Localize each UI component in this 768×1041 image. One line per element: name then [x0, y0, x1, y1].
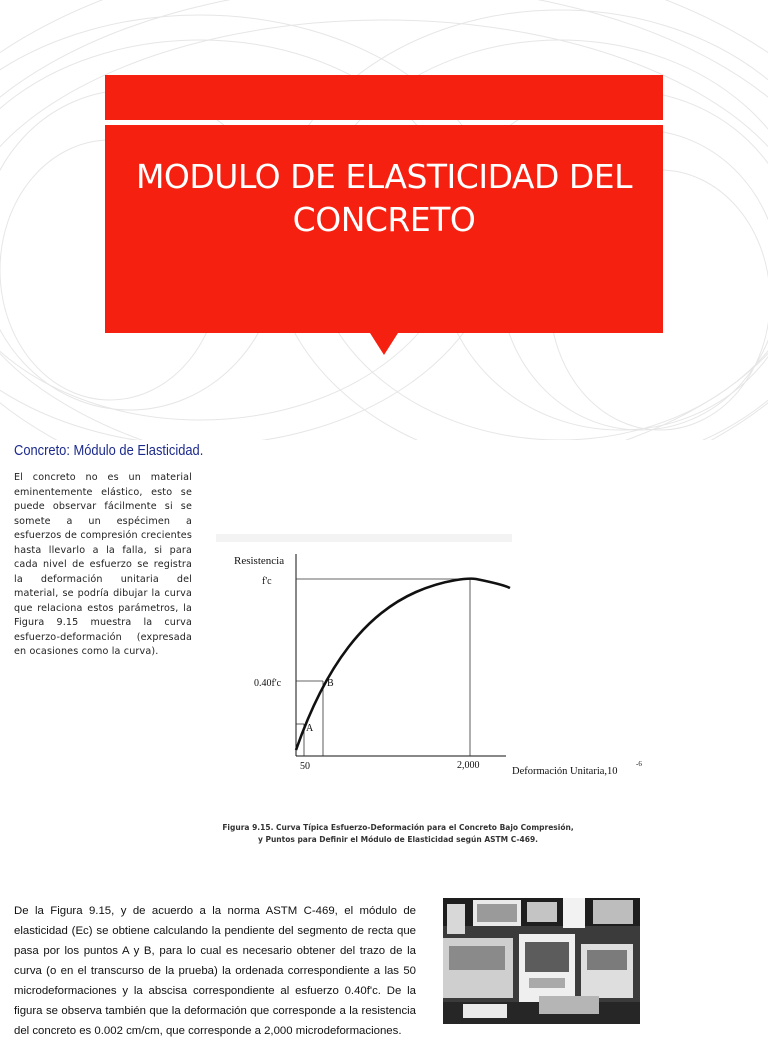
- point-a-label: A: [306, 723, 314, 734]
- y-tick-040fc: 0.40f'c: [254, 678, 282, 689]
- x-axis-label: Deformación Unitaria,10: [512, 766, 618, 777]
- stress-strain-chart: [216, 544, 656, 779]
- lab-equipment-photo: [443, 898, 640, 1024]
- y-axis-label: Resistencia: [234, 555, 285, 567]
- title-panel: [105, 125, 663, 333]
- figure-caption-line-1: Figura 9.15. Curva Típica Esfuerzo-Deformación para el Concreto Bajo Compresión,: [222, 823, 574, 832]
- x-tick-50: 50: [300, 761, 310, 772]
- slide-title-line-2: CONCRETO: [292, 200, 476, 239]
- slide-title: [105, 155, 663, 241]
- y-tick-fc: f'c: [262, 576, 272, 587]
- body-paragraph: De la Figura 9.15, y de acuerdo a la norma ASTM C-469, el módulo de elasticidad (Ec) se obtiene calculando la pendiente del segmento de recta que pasa por los puntos A y B, para lo cual es necesario obtener del trazo de la curva (o en el transcurso de la prueba) la ordenada correspondiente a las 50 microdeformaciones y la abscisa correspondiente al esfuerzo 0.40f'c. De la figura se observa también que la deformación que corresponde a la resistencia del concreto es 0.002 cm/cm, que corresponde a 2,000 microdeformaciones.: [14, 905, 416, 1037]
- figure-caption-line-2: y Puntos para Definir el Módulo de Elasticidad según ASTM C-469.: [257, 835, 539, 844]
- title-pointer: [370, 333, 398, 355]
- figure-caption: [216, 822, 580, 846]
- intro-paragraph: El concreto no es un material eminentemente elástico, esto se puede observar fácilmente si se somete a un espécimen a esfuerzos de compresión crecientes hasta llevarlo a la falla, si para cada nivel de esfuerzo se registra la deformación unitaria del material, se podría dibujar la curva que relaciona estos parámetros, la Figura 9.15 muestra la curva esfuerzo-deformación (expresada en ocasiones como la curva).: [14, 472, 192, 657]
- header-accent-strip: [105, 75, 663, 120]
- x-axis-label-exponent: -6: [636, 760, 642, 768]
- figure-top-strip: [216, 534, 512, 542]
- x-tick-2000: 2,000: [457, 760, 480, 771]
- section-heading: Concreto: Módulo de Elasticidad.: [14, 442, 204, 459]
- point-b-label: B: [327, 678, 334, 689]
- stress-strain-curve: [296, 579, 510, 750]
- slide-title-line-1: MODULO DE ELASTICIDAD DEL: [135, 157, 633, 196]
